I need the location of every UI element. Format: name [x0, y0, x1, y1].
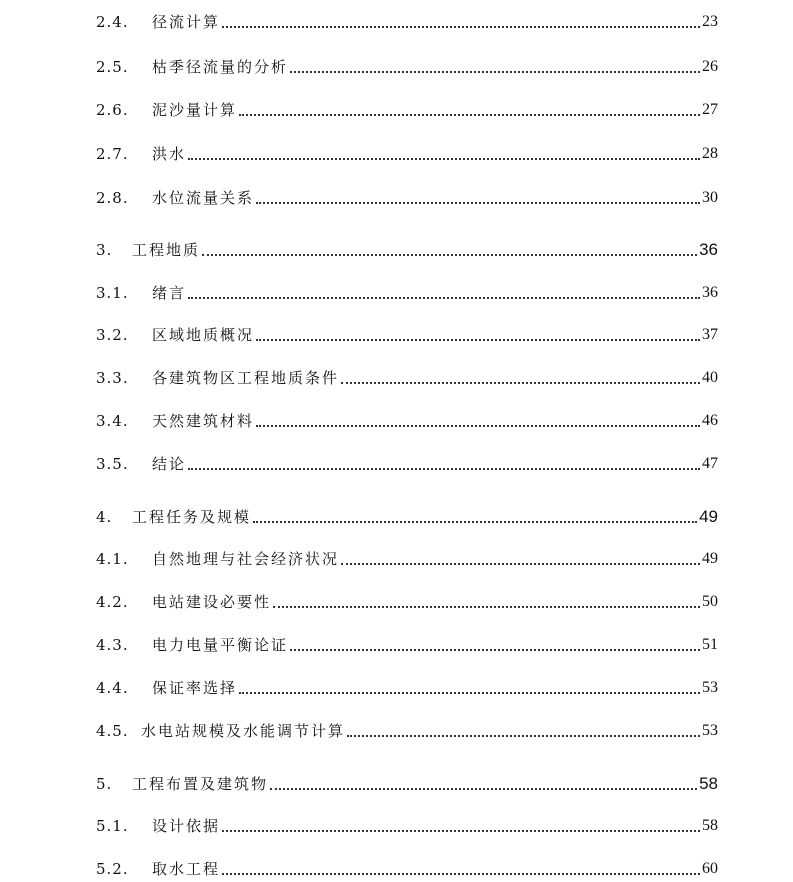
toc-entry-page: 30: [702, 189, 718, 206]
toc-entry-number: 4.: [96, 508, 113, 526]
dot-leader: [239, 114, 700, 116]
toc-entry-3-2[interactable]: [96, 323, 718, 347]
dot-leader: [290, 649, 700, 651]
dot-leader: [273, 606, 700, 608]
toc-entry-number: 2.4.: [96, 13, 129, 31]
toc-entry-title: 各建筑物区工程地质条件: [152, 369, 340, 387]
dot-leader: [239, 692, 700, 694]
toc-entry-page: 46: [702, 412, 718, 429]
dot-leader: [347, 735, 700, 737]
toc-entry-4-1[interactable]: [96, 547, 718, 571]
toc-entry-number: 3.1.: [96, 284, 129, 302]
toc-entry-number: 3.: [96, 241, 113, 259]
dot-leader: [341, 563, 700, 565]
toc-entry-page: 26: [702, 58, 718, 75]
toc-entry-3-3[interactable]: [96, 366, 718, 390]
toc-chapter-5[interactable]: [96, 772, 718, 796]
toc-entry-title: 电站建设必要性: [152, 593, 272, 611]
dot-leader: [188, 297, 700, 299]
dot-leader: [253, 521, 697, 523]
toc-entry-number: 2.7.: [96, 145, 129, 163]
toc-entry-4-4[interactable]: [96, 676, 718, 700]
toc-entry-2-6[interactable]: [96, 98, 718, 122]
toc-entry-title: 泥沙量计算: [152, 101, 238, 119]
toc-entry-page: 47: [702, 455, 718, 472]
toc-entry-page: 36: [699, 240, 718, 259]
toc-entry-page: 37: [702, 326, 718, 343]
dot-leader: [256, 339, 700, 341]
toc-entry-title: 水电站规模及水能调节计算: [141, 722, 346, 740]
toc-entry-number: 3.5.: [96, 455, 129, 473]
toc-entry-page: 49: [699, 507, 718, 526]
toc-entry-3-5[interactable]: [96, 452, 718, 476]
dot-leader: [188, 468, 700, 470]
toc-entry-4-3[interactable]: [96, 633, 718, 657]
toc-entry-title: 工程任务及规模: [132, 508, 252, 526]
toc-entry-page: 50: [702, 593, 718, 610]
toc-entry-number: 2.6.: [96, 101, 129, 119]
toc-entry-4-5[interactable]: [96, 719, 718, 743]
toc-entry-2-7[interactable]: [96, 142, 718, 166]
dot-leader: [290, 71, 700, 73]
toc-entry-title: 洪水: [152, 145, 187, 163]
toc-entry-number: 3.3.: [96, 369, 129, 387]
toc-entry-3-1[interactable]: [96, 281, 718, 305]
toc-entry-title: 结论: [152, 455, 187, 473]
toc-entry-number: 5.: [96, 775, 113, 793]
dot-leader: [341, 382, 700, 384]
toc-entry-title: 取水工程: [152, 860, 221, 878]
toc-entry-page: 60: [702, 860, 718, 877]
dot-leader: [222, 26, 700, 28]
toc-entry-page: 28: [702, 145, 718, 162]
toc-entry-page: 58: [702, 817, 718, 834]
toc-entry-title: 天然建筑材料: [152, 412, 255, 430]
toc-entry-number: 4.5.: [96, 722, 129, 740]
toc-entry-page: 49: [702, 550, 718, 567]
dot-leader: [202, 254, 697, 256]
toc-entry-title: 工程地质: [132, 241, 201, 259]
dot-leader: [188, 158, 700, 160]
toc-entry-number: 3.2.: [96, 326, 129, 344]
toc-entry-3-4[interactable]: [96, 409, 718, 433]
toc-entry-number: 4.4.: [96, 679, 129, 697]
toc-chapter-3[interactable]: [96, 238, 718, 262]
toc-entry-number: 5.1.: [96, 817, 129, 835]
toc-entry-page: 58: [699, 774, 718, 793]
toc-entry-title: 自然地理与社会经济状况: [152, 550, 340, 568]
toc-entry-title: 区域地质概况: [152, 326, 255, 344]
toc-entry-page: 51: [702, 636, 718, 653]
toc-entry-title: 枯季径流量的分析: [152, 58, 289, 76]
toc-entry-page: 23: [702, 13, 718, 30]
toc-entry-page: 53: [702, 679, 718, 696]
toc-entry-2-8[interactable]: [96, 186, 718, 210]
toc-entry-title: 电力电量平衡论证: [152, 636, 289, 654]
dot-leader: [270, 788, 697, 790]
toc-entry-4-2[interactable]: [96, 590, 718, 614]
toc-entry-5-1[interactable]: [96, 814, 718, 838]
toc-entry-page: 40: [702, 369, 718, 386]
toc-entry-title: 径流计算: [152, 13, 221, 31]
toc-entry-5-2[interactable]: [96, 857, 718, 881]
toc-entry-title: 水位流量关系: [152, 189, 255, 207]
toc-entry-title: 设计依据: [152, 817, 221, 835]
toc-entry-title: 绪言: [152, 284, 187, 302]
toc-entry-page: 36: [702, 284, 718, 301]
dot-leader: [222, 830, 700, 832]
toc-entry-2-5[interactable]: [96, 55, 718, 79]
toc-entry-number: 4.2.: [96, 593, 129, 611]
toc-entry-number: 4.1.: [96, 550, 129, 568]
toc-entry-number: 2.5.: [96, 58, 129, 76]
toc-chapter-4[interactable]: [96, 505, 718, 529]
toc-entry-page: 27: [702, 101, 718, 118]
toc-entry-page: 53: [702, 722, 718, 739]
toc-entry-number: 4.3.: [96, 636, 129, 654]
toc-entry-2-4[interactable]: [96, 10, 718, 34]
toc-entry-number: 5.2.: [96, 860, 129, 878]
dot-leader: [256, 425, 700, 427]
dot-leader: [256, 202, 700, 204]
toc-entry-number: 3.4.: [96, 412, 129, 430]
dot-leader: [222, 873, 700, 875]
toc-entry-title: 工程布置及建筑物: [132, 775, 269, 793]
toc-entry-number: 2.8.: [96, 189, 129, 207]
toc-entry-title: 保证率选择: [152, 679, 238, 697]
